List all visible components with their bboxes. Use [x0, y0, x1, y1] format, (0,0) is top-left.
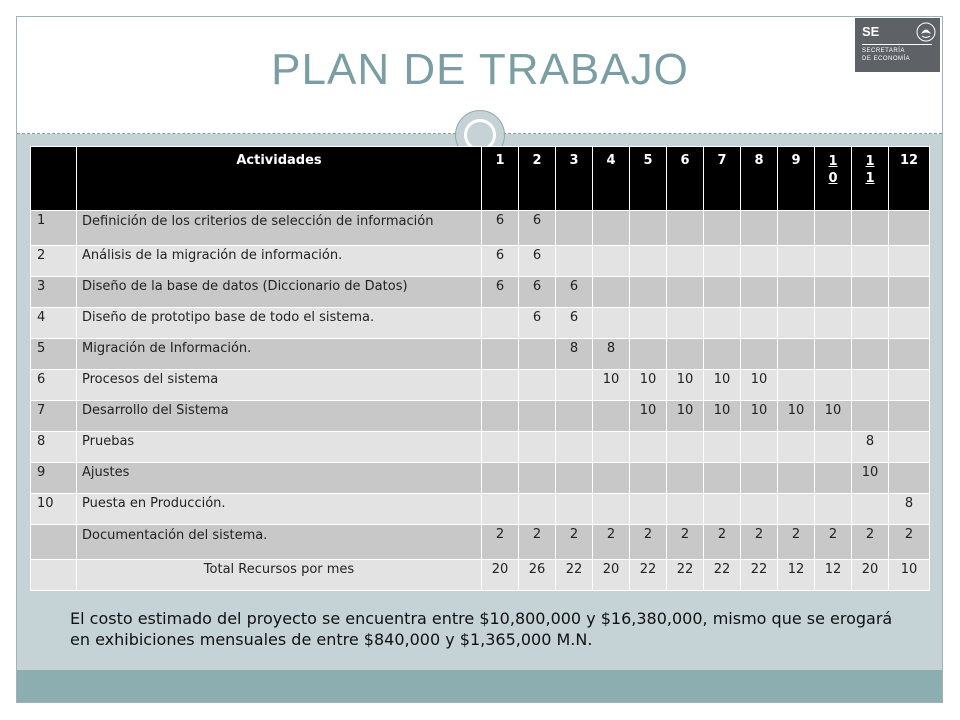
month-11-value — [852, 246, 889, 277]
month-5-value: 22 — [630, 560, 667, 591]
month-10-value — [815, 308, 852, 339]
month-11-value: 8 — [852, 432, 889, 463]
month-7-value — [704, 432, 741, 463]
month-6-value: 22 — [667, 560, 704, 591]
month-2-value: 6 — [519, 277, 556, 308]
month-9-value: 2 — [778, 525, 815, 560]
month-12-value: 8 — [889, 494, 930, 525]
month-4-value: 2 — [593, 525, 630, 560]
month-9-value — [778, 339, 815, 370]
cost-estimate-text: El costo estimado del proyecto se encuentra entre $10,800,000 y $16,380,000, mismo que se erogará en exhibiciones mensuales de entre $840,000 y $1,365,000 M.N. — [70, 609, 893, 649]
row-index: 1 — [31, 211, 77, 246]
month-5-value: 10 — [630, 370, 667, 401]
row-activity: Ajustes — [77, 463, 482, 494]
month-1-value — [482, 401, 519, 432]
month-1-value: 6 — [482, 246, 519, 277]
month-5-value: 10 — [630, 401, 667, 432]
month-3-value — [556, 401, 593, 432]
month-6-value — [667, 494, 704, 525]
month-6-value — [667, 277, 704, 308]
month-10-value — [815, 211, 852, 246]
row-index — [31, 560, 77, 591]
month-9-value — [778, 370, 815, 401]
month-5-value — [630, 211, 667, 246]
month-10-value: 12 — [815, 560, 852, 591]
month-12-value — [889, 401, 930, 432]
row-index: 2 — [31, 246, 77, 277]
month-9-value: 10 — [778, 401, 815, 432]
month-2-value — [519, 339, 556, 370]
header-month-2: 2 — [519, 147, 556, 211]
month-6-value: 10 — [667, 370, 704, 401]
month-12-value: 10 — [889, 560, 930, 591]
month-5-value — [630, 246, 667, 277]
month-3-value: 6 — [556, 277, 593, 308]
month-11-value — [852, 370, 889, 401]
month-6-value: 10 — [667, 401, 704, 432]
month-8-value: 22 — [741, 560, 778, 591]
month-8-value — [741, 494, 778, 525]
header-month-7: 7 — [704, 147, 741, 211]
month-8-value — [741, 246, 778, 277]
month-1-value — [482, 339, 519, 370]
table-row — [31, 211, 930, 246]
header-month-11-digit-2: 1 — [865, 171, 875, 186]
month-12-value: 2 — [889, 525, 930, 560]
month-4-value — [593, 277, 630, 308]
month-12-value — [889, 339, 930, 370]
table-row — [31, 308, 930, 339]
month-8-value — [741, 339, 778, 370]
row-index: 9 — [31, 463, 77, 494]
work-plan-table — [30, 146, 930, 591]
header-month-10-digit-2: 0 — [828, 171, 838, 186]
month-7-value — [704, 308, 741, 339]
row-activity: Procesos del sistema — [77, 370, 482, 401]
month-1-value — [482, 463, 519, 494]
month-8-value — [741, 308, 778, 339]
month-3-value — [556, 463, 593, 494]
month-7-value — [704, 211, 741, 246]
month-10-value — [815, 432, 852, 463]
header-month-12: 12 — [889, 147, 930, 211]
header-month-9: 9 — [778, 147, 815, 211]
month-8-value: 10 — [741, 401, 778, 432]
table-row — [31, 525, 930, 560]
month-3-value: 2 — [556, 525, 593, 560]
header-month-1: 1 — [482, 147, 519, 211]
logo-line-1: SECRETARÍA — [862, 48, 905, 54]
month-3-value — [556, 211, 593, 246]
month-10-value — [815, 494, 852, 525]
row-index: 5 — [31, 339, 77, 370]
month-4-value — [593, 211, 630, 246]
month-12-value — [889, 370, 930, 401]
row-activity: Definición de los criterios de selección de información — [77, 211, 482, 246]
month-7-value — [704, 339, 741, 370]
month-10-value — [815, 246, 852, 277]
month-5-value — [630, 463, 667, 494]
month-4-value — [593, 308, 630, 339]
month-5-value — [630, 432, 667, 463]
month-8-value — [741, 463, 778, 494]
month-5-value — [630, 339, 667, 370]
header-month-4: 4 — [593, 147, 630, 211]
month-7-value — [704, 246, 741, 277]
table-row — [31, 401, 930, 432]
month-9-value: 12 — [778, 560, 815, 591]
month-5-value — [630, 308, 667, 339]
month-3-value: 6 — [556, 308, 593, 339]
month-12-value — [889, 432, 930, 463]
header-month-11 — [852, 147, 889, 211]
month-4-value — [593, 246, 630, 277]
month-4-value — [593, 494, 630, 525]
month-10-value — [815, 370, 852, 401]
month-12-value — [889, 463, 930, 494]
month-6-value: 2 — [667, 525, 704, 560]
footer-bar — [17, 670, 942, 702]
month-7-value — [704, 277, 741, 308]
month-3-value — [556, 370, 593, 401]
month-9-value — [778, 432, 815, 463]
month-3-value — [556, 494, 593, 525]
month-1-value: 20 — [482, 560, 519, 591]
month-8-value: 10 — [741, 370, 778, 401]
month-5-value — [630, 277, 667, 308]
month-4-value: 10 — [593, 370, 630, 401]
month-3-value: 8 — [556, 339, 593, 370]
month-8-value: 2 — [741, 525, 778, 560]
table-header-row — [31, 147, 930, 211]
header-month-10 — [815, 147, 852, 211]
month-9-value — [778, 277, 815, 308]
month-11-value: 2 — [852, 525, 889, 560]
month-7-value — [704, 494, 741, 525]
month-7-value: 2 — [704, 525, 741, 560]
month-2-value: 2 — [519, 525, 556, 560]
month-4-value — [593, 401, 630, 432]
row-index: 6 — [31, 370, 77, 401]
month-1-value — [482, 370, 519, 401]
month-11-value — [852, 339, 889, 370]
row-index — [31, 525, 77, 560]
month-8-value — [741, 277, 778, 308]
month-2-value: 26 — [519, 560, 556, 591]
month-12-value — [889, 308, 930, 339]
month-8-value — [741, 432, 778, 463]
row-index: 7 — [31, 401, 77, 432]
header-month-10-digit-1: 1 — [828, 154, 838, 169]
row-activity: Diseño de la base de datos (Diccionario de Datos) — [77, 277, 482, 308]
row-activity: Puesta en Producción. — [77, 494, 482, 525]
row-activity: Desarrollo del Sistema — [77, 401, 482, 432]
month-6-value — [667, 246, 704, 277]
month-9-value — [778, 463, 815, 494]
month-1-value — [482, 432, 519, 463]
month-1-value: 6 — [482, 277, 519, 308]
month-3-value — [556, 246, 593, 277]
month-12-value — [889, 246, 930, 277]
table-row — [31, 277, 930, 308]
header-activities: Actividades — [77, 147, 482, 211]
mexican-eagle-emblem-icon — [915, 21, 937, 43]
month-5-value — [630, 494, 667, 525]
slide-title: PLAN DE TRABAJO — [271, 45, 689, 94]
month-11-value: 20 — [852, 560, 889, 591]
table-row — [31, 432, 930, 463]
logo-line-2: DE ECONOMÍA — [862, 56, 911, 62]
month-3-value: 22 — [556, 560, 593, 591]
month-1-value: 6 — [482, 211, 519, 246]
row-activity: Análisis de la migración de información. — [77, 246, 482, 277]
month-7-value: 10 — [704, 370, 741, 401]
month-2-value — [519, 370, 556, 401]
table-row — [31, 339, 930, 370]
month-7-value: 22 — [704, 560, 741, 591]
month-4-value — [593, 432, 630, 463]
table-total-row — [31, 560, 930, 591]
month-3-value — [556, 432, 593, 463]
month-9-value — [778, 211, 815, 246]
month-1-value — [482, 308, 519, 339]
header-month-11-digit-1: 1 — [865, 154, 875, 169]
month-11-value — [852, 308, 889, 339]
month-1-value: 2 — [482, 525, 519, 560]
table-row — [31, 370, 930, 401]
row-index: 10 — [31, 494, 77, 525]
header-month-3: 3 — [556, 147, 593, 211]
table-row — [31, 246, 930, 277]
month-11-value: 10 — [852, 463, 889, 494]
month-7-value — [704, 463, 741, 494]
row-activity: Pruebas — [77, 432, 482, 463]
table-row — [31, 463, 930, 494]
month-11-value — [852, 277, 889, 308]
month-9-value — [778, 308, 815, 339]
month-2-value: 6 — [519, 308, 556, 339]
month-5-value: 2 — [630, 525, 667, 560]
month-4-value — [593, 463, 630, 494]
month-6-value — [667, 211, 704, 246]
month-4-value: 8 — [593, 339, 630, 370]
month-2-value — [519, 401, 556, 432]
logo-abbr: SE — [862, 24, 880, 39]
month-7-value: 10 — [704, 401, 741, 432]
month-2-value: 6 — [519, 211, 556, 246]
month-12-value — [889, 211, 930, 246]
month-10-value — [815, 463, 852, 494]
month-6-value — [667, 339, 704, 370]
month-11-value — [852, 211, 889, 246]
secretaria-economia-logo — [855, 18, 940, 72]
month-10-value — [815, 277, 852, 308]
header-month-5: 5 — [630, 147, 667, 211]
month-1-value — [482, 494, 519, 525]
month-10-value — [815, 339, 852, 370]
month-2-value — [519, 432, 556, 463]
month-12-value — [889, 277, 930, 308]
month-6-value — [667, 308, 704, 339]
row-index: 4 — [31, 308, 77, 339]
month-11-value — [852, 401, 889, 432]
table-row — [31, 494, 930, 525]
row-index: 3 — [31, 277, 77, 308]
header-index — [31, 147, 77, 211]
month-4-value: 20 — [593, 560, 630, 591]
row-activity: Diseño de prototipo base de todo el sistema. — [77, 308, 482, 339]
header-month-8: 8 — [741, 147, 778, 211]
month-6-value — [667, 432, 704, 463]
month-2-value — [519, 463, 556, 494]
header-month-6: 6 — [667, 147, 704, 211]
month-10-value: 10 — [815, 401, 852, 432]
row-activity: Total Recursos por mes — [77, 560, 482, 591]
month-2-value — [519, 494, 556, 525]
month-11-value — [852, 494, 889, 525]
month-8-value — [741, 211, 778, 246]
row-activity: Documentación del sistema. — [77, 525, 482, 560]
month-9-value — [778, 246, 815, 277]
row-index: 8 — [31, 432, 77, 463]
month-10-value: 2 — [815, 525, 852, 560]
month-9-value — [778, 494, 815, 525]
row-activity: Migración de Información. — [77, 339, 482, 370]
month-6-value — [667, 463, 704, 494]
month-2-value: 6 — [519, 246, 556, 277]
